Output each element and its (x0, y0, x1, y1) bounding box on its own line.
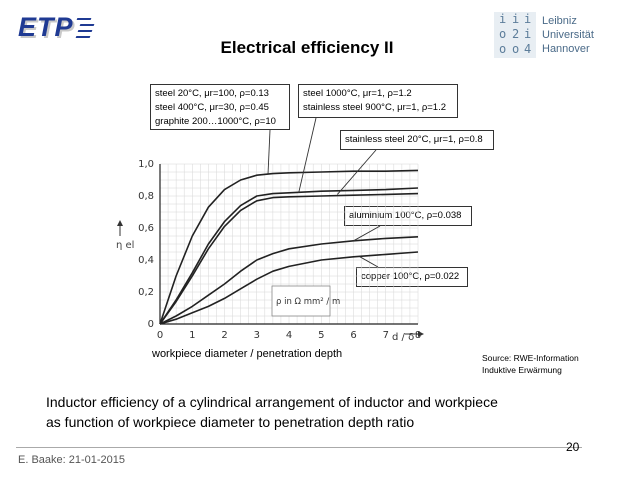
y-tick-label: 0,8 (138, 191, 154, 202)
source-note: Source: RWE-Information Induktive Erwärmung (482, 353, 579, 375)
y-arrow-head (117, 220, 123, 226)
x-tick-label: 6 (350, 330, 357, 341)
annotation-aluminium: aluminium 100°C, ρ=0.038 (344, 206, 472, 226)
y-tick-label: 0,4 (138, 255, 154, 266)
x-tick-label: 7 (382, 330, 389, 341)
footer-divider (16, 447, 582, 448)
page-number: 20 (566, 440, 580, 454)
y-tick-label: 1,0 (138, 159, 154, 170)
slide-caption: Inductor efficiency of a cylindrical arrangement of inductor and workpiece as function of workpiece diameter to penetration depth ratio (46, 394, 498, 430)
x-tick-label: 0 (156, 330, 164, 341)
logo-stripe (78, 30, 93, 32)
slide-title: Electrical efficiency II (220, 38, 394, 57)
annotation-steel-graphite: steel 20°C, μr=100, ρ=0.13 steel 400°C, μr=30, ρ=0.45 graphite 200…1000°C, ρ=10 (150, 84, 290, 130)
university-grid-icon: i i i o 2 i o o 4 (494, 12, 536, 58)
annotation-leader (360, 257, 378, 267)
efficiency-chart (116, 148, 430, 348)
unit-label-box (272, 286, 340, 316)
etp-logo-text: ETP (18, 12, 74, 42)
annotation-hot-steel: steel 1000°C, μr=1, ρ=1.2 stainless steel 900°C, μr=1, ρ=1.2 (298, 84, 458, 118)
university-logo (494, 12, 614, 60)
x-axis-label: d / δ (392, 332, 415, 343)
x-tick-label: 8 (414, 330, 422, 341)
unit-label: ρ in Ω mm² / m (276, 297, 341, 307)
annotation-stainless-steel: stainless steel 20°C, μr=1, ρ=0.8 (340, 130, 494, 150)
x-tick-label: 4 (285, 330, 293, 341)
university-name: Leibniz Universität Hannover (542, 15, 594, 55)
annotation-copper: copper 100°C, ρ=0.022 (356, 267, 468, 287)
y-axis-label: η el (116, 240, 135, 251)
logo-stripe (80, 24, 95, 26)
annotation-leader (268, 130, 270, 174)
x-tick-label: 2 (221, 330, 228, 341)
x-tick-label: 5 (318, 330, 325, 341)
logo-stripe (77, 18, 92, 20)
x-caption: workpiece diameter / penetration depth (152, 348, 343, 360)
footer-author-date: E. Baake: 21-01-2015 (18, 454, 126, 466)
x-tick-label: 1 (189, 330, 196, 341)
y-tick-label: 0,6 (138, 223, 154, 234)
y-tick-label: 0,2 (138, 287, 154, 298)
y-tick-label: 0 (147, 319, 154, 330)
x-tick-label: 3 (253, 330, 260, 341)
